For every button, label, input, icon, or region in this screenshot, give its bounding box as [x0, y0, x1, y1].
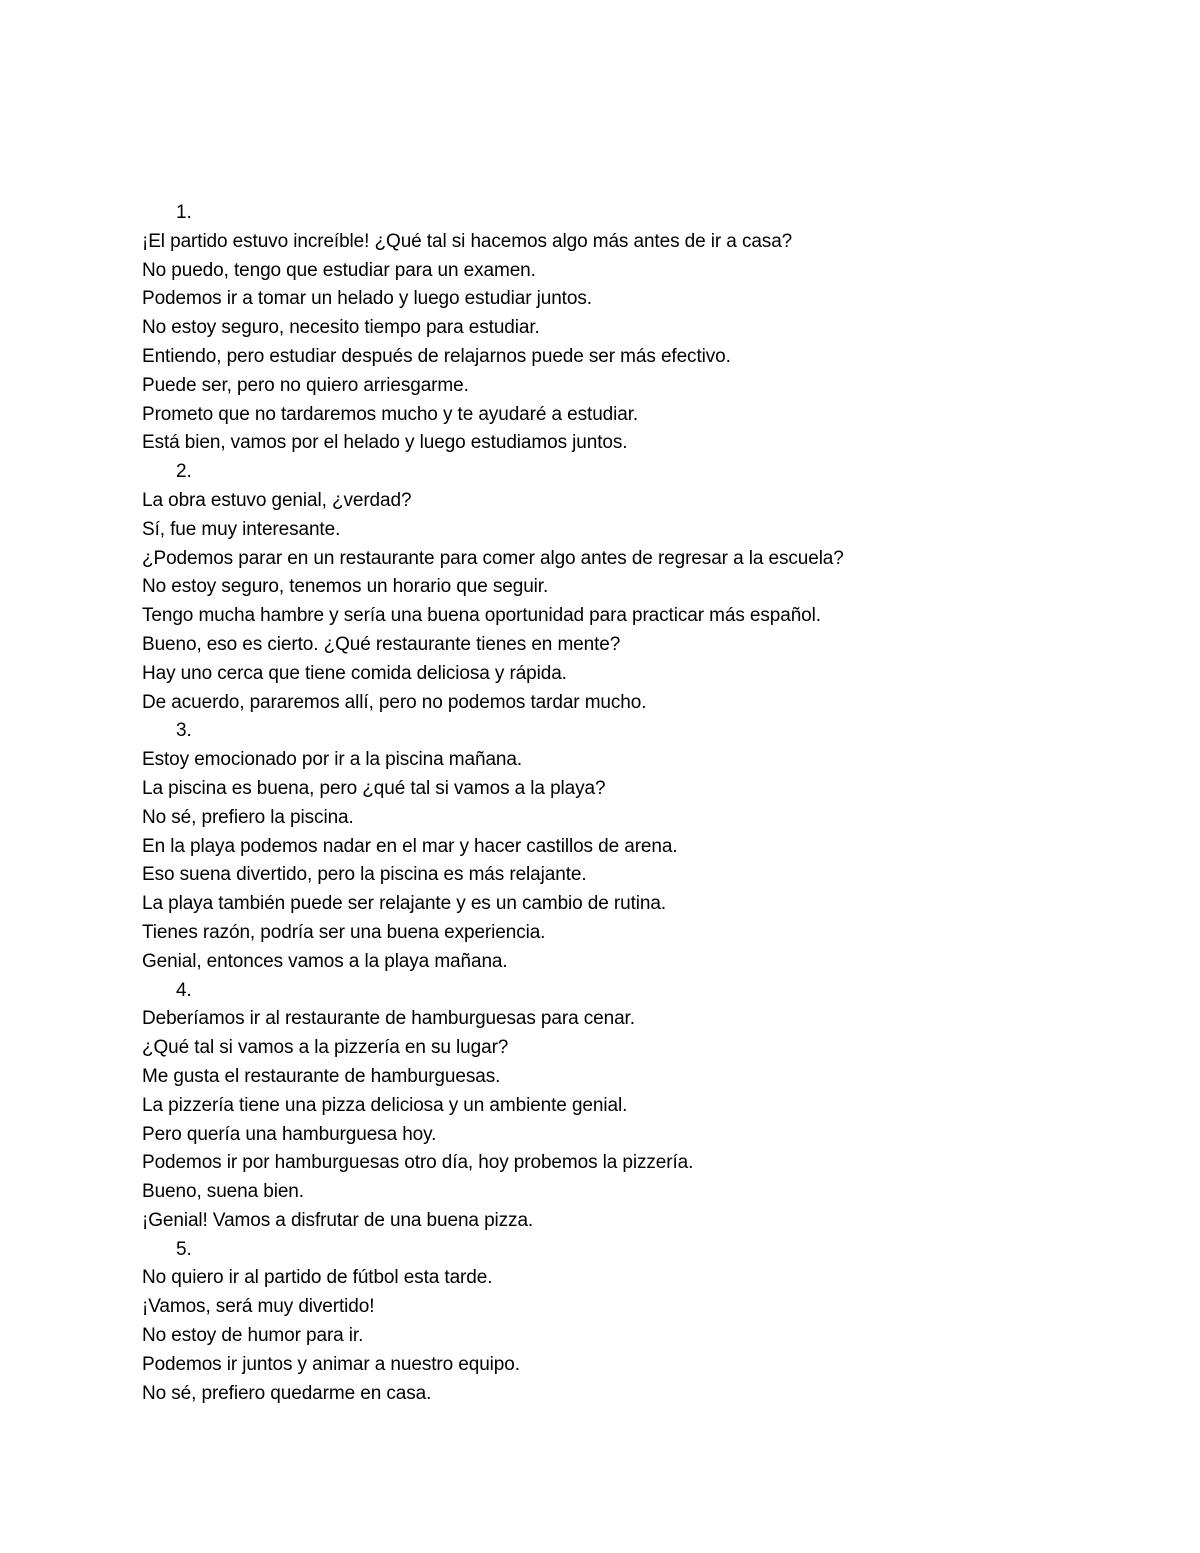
- dialogue-line: Bueno, eso es cierto. ¿Qué restaurante tienes en mente?: [142, 633, 621, 655]
- dialogue-line: Está bien, vamos por el helado y luego estudiamos juntos.: [142, 432, 628, 454]
- dialogue-line: La pizzería tiene una pizza deliciosa y un ambiente genial.: [142, 1094, 628, 1116]
- dialogue-line: No estoy seguro, tenemos un horario que seguir.: [142, 576, 549, 598]
- dialogue-line: Estoy emocionado por ir a la piscina mañana.: [142, 749, 523, 771]
- dialogue-section-4: [142, 977, 1142, 1236]
- dialogue-line: No estoy seguro, necesito tiempo para estudiar.: [142, 317, 540, 339]
- dialogue-section-5: [142, 1236, 1142, 1409]
- dialogue-line: La piscina es buena, pero ¿qué tal si vamos a la playa?: [142, 777, 606, 799]
- section-number: 3.: [176, 720, 192, 742]
- dialogue-line: De acuerdo, pararemos allí, pero no podemos tardar mucho.: [142, 691, 647, 713]
- dialogue-line: La obra estuvo genial, ¿verdad?: [142, 489, 412, 511]
- dialogue-line: ¡El partido estuvo increíble! ¿Qué tal si hacemos algo más antes de ir a casa?: [142, 230, 793, 252]
- section-number: 4.: [176, 979, 192, 1001]
- dialogue-line: Bueno, suena bien.: [142, 1181, 304, 1203]
- document-body: [142, 199, 1142, 1408]
- dialogue-line: Podemos ir juntos y animar a nuestro equipo.: [142, 1353, 520, 1375]
- dialogue-line: Deberíamos ir al restaurante de hamburguesas para cenar.: [142, 1008, 635, 1030]
- dialogue-line: No estoy de humor para ir.: [142, 1325, 364, 1347]
- dialogue-line: Tengo mucha hambre y sería una buena oportunidad para practicar más español.: [142, 605, 821, 627]
- dialogue-section-1: [142, 199, 1142, 458]
- dialogue-line: Podemos ir por hamburguesas otro día, hoy probemos la pizzería.: [142, 1152, 694, 1174]
- dialogue-line: No sé, prefiero quedarme en casa.: [142, 1382, 432, 1404]
- dialogue-line: ¿Podemos parar en un restaurante para comer algo antes de regresar a la escuela?: [142, 547, 844, 569]
- dialogue-line: ¡Genial! Vamos a disfrutar de una buena pizza.: [142, 1209, 534, 1231]
- dialogue-line: No puedo, tengo que estudiar para un examen.: [142, 259, 536, 281]
- dialogue-line: Hay uno cerca que tiene comida deliciosa y rápida.: [142, 662, 567, 684]
- dialogue-section-3: [142, 717, 1142, 976]
- dialogue-line: Genial, entonces vamos a la playa mañana.: [142, 950, 508, 972]
- section-number: 5.: [176, 1238, 192, 1260]
- dialogue-line: Podemos ir a tomar un helado y luego estudiar juntos.: [142, 288, 592, 310]
- section-number: 1.: [176, 202, 192, 223]
- dialogue-line: La playa también puede ser relajante y es un cambio de rutina.: [142, 893, 667, 915]
- dialogue-line: Puede ser, pero no quiero arriesgarme.: [142, 374, 469, 396]
- dialogue-line: ¿Qué tal si vamos a la pizzería en su lugar?: [142, 1037, 509, 1059]
- dialogue-section-2: [142, 458, 1142, 717]
- dialogue-line: En la playa podemos nadar en el mar y hacer castillos de arena.: [142, 835, 678, 857]
- dialogue-line: Pero quería una hamburguesa hoy.: [142, 1123, 437, 1145]
- dialogue-line: Sí, fue muy interesante.: [142, 518, 341, 540]
- dialogue-line: Entiendo, pero estudiar después de relajarnos puede ser más efectivo.: [142, 345, 731, 367]
- dialogue-line: No quiero ir al partido de fútbol esta tarde.: [142, 1267, 493, 1289]
- dialogue-line: Prometo que no tardaremos mucho y te ayudaré a estudiar.: [142, 403, 639, 425]
- dialogue-line: No sé, prefiero la piscina.: [142, 806, 354, 828]
- section-number: 2.: [176, 461, 192, 483]
- dialogue-line: Eso suena divertido, pero la piscina es más relajante.: [142, 864, 587, 886]
- dialogue-line: Tienes razón, podría ser una buena experiencia.: [142, 921, 546, 943]
- dialogue-line: Me gusta el restaurante de hamburguesas.: [142, 1065, 501, 1087]
- dialogue-line: ¡Vamos, será muy divertido!: [142, 1296, 375, 1318]
